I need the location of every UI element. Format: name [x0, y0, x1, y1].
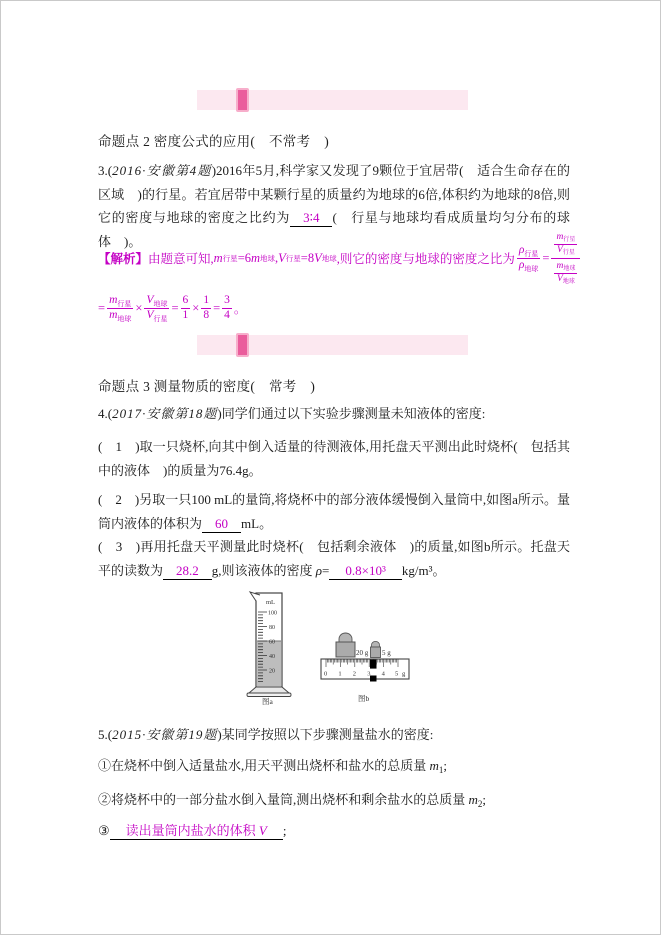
analysis-eq: = [171, 300, 179, 315]
subscript-planet: 行星 [153, 314, 168, 323]
subscript-earth: 地球 [562, 278, 575, 285]
fraction-m-ratio [107, 294, 133, 323]
cylinder-unit-label: mL [266, 599, 276, 606]
den-4: 4 [224, 308, 230, 321]
graduated-cylinder [247, 592, 291, 706]
fraction-m-over-v-planet [554, 232, 577, 257]
rider-bottom-mark [370, 676, 377, 682]
analysis-eq: = [98, 300, 106, 315]
ruler-number-5: 5 [395, 670, 399, 678]
weight-5g-body [371, 647, 381, 658]
subscript-planet: 行星 [285, 253, 301, 263]
analysis-times: × [192, 300, 200, 315]
topic2-heading: 命题点 2 密度公式的应用( 不常考 ) [98, 134, 329, 149]
cylinder-scale-20: 20 [269, 668, 275, 675]
num-6: 6 [181, 294, 191, 308]
liquid-fill [257, 641, 281, 686]
num-1: 1 [201, 294, 211, 308]
var-m: m [109, 293, 118, 306]
subscript-2: 2 [477, 799, 483, 809]
figure-svg [226, 589, 476, 707]
q4-step2-answer-blank: 60 [202, 516, 241, 533]
weight-20g-label: 20 g [356, 649, 369, 657]
num-3: 3 [222, 294, 232, 308]
question-4 [98, 402, 570, 426]
analysis-times: × [135, 300, 143, 315]
q5-number: 5.( [98, 727, 113, 742]
q5-step1-text: ①在烧杯中倒入适量盐水,用天平测出烧杯和盐水的总质量 [98, 758, 430, 773]
weight-5g-label: 5 g [382, 649, 391, 657]
rider-weight [370, 660, 377, 669]
q4-step3-eq: = [322, 562, 330, 578]
var-rho: ρ [518, 258, 525, 271]
ruler-number-1: 1 [338, 670, 342, 678]
var-V: V [258, 823, 267, 838]
ruler-unit-label: g [402, 670, 406, 678]
analysis-mid: ,则它的密度与地球的密度之比为 [336, 252, 515, 267]
fraction-v-ratio [144, 294, 169, 323]
cylinder-scale-40: 40 [269, 654, 275, 660]
den-8: 8 [203, 308, 210, 321]
analysis-line1 [98, 230, 582, 287]
subscript-earth: 地球 [260, 253, 276, 263]
experiment-figure [226, 589, 476, 707]
figure-b-caption: 图b [358, 694, 370, 703]
analysis-tag: 【解析】 [98, 252, 149, 267]
q3-answer-blank: 3∶4 [290, 210, 332, 227]
q4-step3-mid: g,则该液体的密度 [211, 562, 316, 578]
fraction-3-4 [222, 294, 232, 321]
weight-20g-body [336, 642, 355, 657]
section-divider-bar [197, 335, 468, 355]
section-divider-bar [197, 90, 468, 110]
q4-number: 4.( [98, 406, 113, 421]
divider-handle [236, 88, 249, 112]
q5-step3-number: ③ [98, 823, 110, 838]
analysis-block [98, 230, 582, 323]
weight-5g-knob [372, 641, 380, 647]
analysis-eq8: =8 [300, 250, 315, 265]
q5-step3-answer-text: 读出量筒内盐水的体积 [125, 823, 259, 838]
q3-suffix: ( 行星与地球均看成质量均匀分布的球体 )。 [98, 210, 570, 249]
q5-step3-answer-blank [110, 823, 283, 840]
cylinder-base [247, 693, 291, 697]
ruler-number-3: 3 [367, 670, 371, 678]
q4-step1: ( 1 )取一只烧杯,向其中倒入适量的待测液体,用托盘天平测出此时烧杯( 包括其中的液体 )的质量为76.4g。 [98, 439, 570, 478]
topic3-heading: 命题点 3 测量物质的密度( 常考 ) [98, 379, 316, 394]
analysis-period: 。 [233, 302, 247, 317]
den-1: 1 [182, 308, 189, 321]
q5-step2-after: ; [482, 792, 487, 807]
var-m: m [429, 758, 439, 773]
subscript-planet: 行星 [562, 249, 575, 256]
fraction-6-1 [181, 294, 191, 321]
subscript-planet: 行星 [117, 299, 132, 308]
q4-step3-text: ( 3 )再用托盘天平测量此时烧杯( 包括剩余液体 )的质量,如图b所示。托盘天平的读数为 [98, 539, 570, 578]
var-V: V [314, 250, 322, 265]
q3-source: 2016·安徽第4题 [112, 163, 212, 178]
q5-step2-text: ②将烧杯中的一部分盐水倒入量筒,测出烧杯和剩余盐水的总质量 [98, 792, 469, 807]
var-V: V [278, 250, 286, 265]
q4-step2-text: ( 2 )另取一只100 mL的量筒,将烧杯中的部分液体缓慢倒入量筒中,如图a所示。量筒内液体的体积为 [98, 492, 570, 531]
q5-step3-after: ; [282, 823, 287, 838]
var-m: m [556, 232, 564, 242]
subscript-planet: 行星 [524, 249, 539, 258]
q4-step3-after: kg/m³。 [401, 562, 446, 578]
subscript-earth: 地球 [153, 299, 168, 308]
analysis-eq6: =6 [237, 250, 251, 265]
var-m: m [213, 250, 223, 265]
subscript-1: 1 [438, 765, 444, 775]
q5-step2 [98, 788, 570, 817]
q4-body: )同学们通过以下实验步骤测量未知液体的密度: [217, 406, 486, 421]
var-m: m [109, 308, 118, 321]
q4-step3-answer1-blank: 28.2 [163, 563, 212, 580]
q3-body: )2016年5月,科学家又发现了9颗位于宜居带( 适合生命存在的区域 )的行星。若宜居带中某颗行星的质量约为地球的6倍,体积约为地球的8倍,则它的密度与地球的密度之比约为 [98, 163, 570, 225]
ruler-number-2: 2 [352, 670, 357, 678]
ruler-number-0: 0 [324, 670, 328, 678]
cylinder-scale-60: 60 [269, 639, 275, 646]
fraction-nested [551, 230, 580, 287]
var-rho: ρ [315, 562, 323, 578]
var-rho: ρ [518, 243, 525, 256]
q5-source: 2015·安徽第19题 [112, 727, 218, 742]
analysis-intro: 由题意可知, [148, 252, 214, 267]
weight-20g-knob [339, 633, 352, 642]
cylinder-scale-80: 80 [269, 625, 275, 631]
figure-a-caption: 图a [262, 697, 273, 706]
q5-step1 [98, 754, 570, 783]
q4-source: 2017·安徽第18题 [112, 406, 218, 421]
var-V: V [557, 244, 563, 255]
subscript-earth: 地球 [321, 253, 337, 263]
fraction-1-8 [201, 294, 211, 321]
divider-handle [236, 333, 249, 357]
subscript-earth: 地球 [524, 264, 539, 273]
var-m: m [468, 792, 478, 807]
cylinder-scale-100: 100 [268, 610, 277, 617]
var-m: m [556, 260, 564, 271]
ruler-number-4: 4 [381, 670, 385, 678]
subscript-planet: 行星 [563, 237, 576, 243]
cylinder-base-flare [249, 687, 289, 693]
subscript-earth: 地球 [563, 265, 576, 272]
var-V: V [146, 308, 154, 321]
analysis-eq: = [213, 300, 221, 315]
question-5 [98, 723, 570, 747]
q3-number: 3.( [98, 163, 113, 178]
q4-step2 [98, 488, 570, 535]
fraction-rho [517, 244, 541, 273]
fraction-m-over-v-earth [554, 261, 577, 286]
q5-step3 [98, 819, 570, 843]
var-m: m [251, 250, 261, 265]
subscript-planet: 行星 [222, 253, 238, 263]
q4-step3-answer2-blank: 0.8×10³ [329, 563, 401, 580]
var-V: V [557, 273, 563, 284]
q4-step3 [98, 535, 570, 582]
subscript-earth: 地球 [117, 314, 132, 323]
analysis-comma: , [275, 250, 279, 265]
var-V: V [146, 293, 154, 306]
q5-body: )某同学按照以下步骤测量盐水的密度: [217, 727, 434, 742]
analysis-eq: = [542, 250, 550, 265]
analysis-line2 [98, 294, 582, 323]
q5-step1-after: ; [443, 758, 448, 773]
q4-step2-after: mL。 [241, 515, 273, 531]
balance-scale [321, 633, 409, 703]
